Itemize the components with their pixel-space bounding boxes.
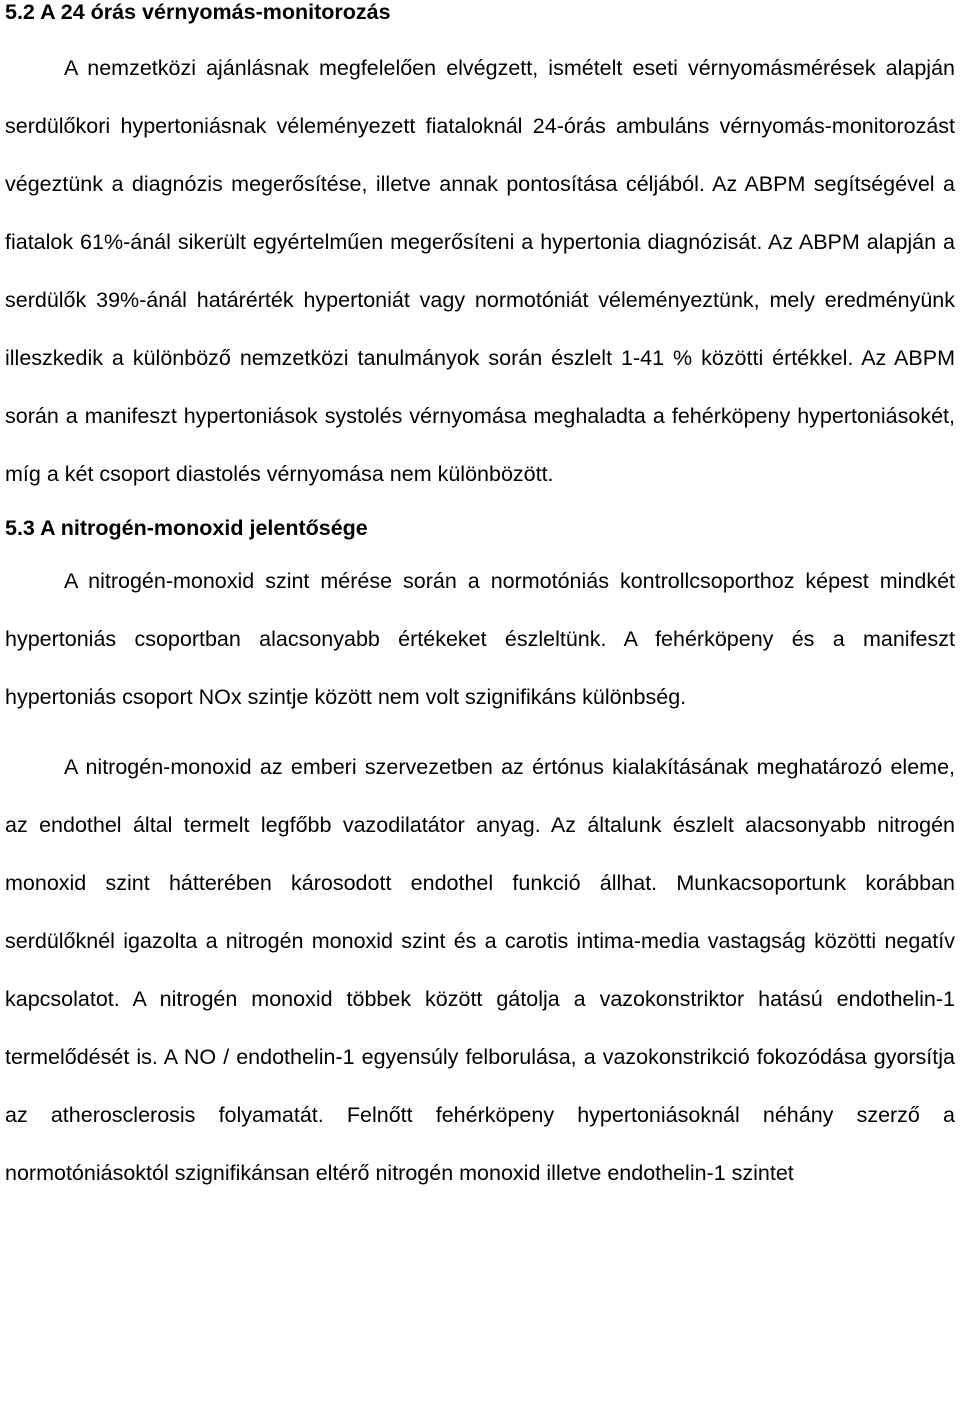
section-5-2 (5, 0, 955, 503)
document-page (5, 0, 955, 1202)
body-paragraph: A nitrogén-monoxid az emberi szervezetben az értónus kialakításának meghatározó eleme, az endothel által termelt legfőbb vazodilatátor anyag. Az általunk észlelt alacsonyabb nitrogén monoxid szint hátterében károsodott endothel funkció állhat. Munkacsoportunk korábban serdülőknél igazolta a nitrogén monoxid szint és a carotis intima-media vastagság közötti negatív kapcsolatot. A nitrogén monoxid többek között gátolja a vazokonstriktor hatású endothelin-1 termelődését is. A NO / endothelin-1 egyensúly felborulása, a vazokonstrikció fokozódása gyorsítja az atherosclerosis folyamatát. Felnőtt fehérköpeny hypertoniásoknál néhány szerző a normotóniásoktól szignifikánsan eltérő nitrogén monoxid illetve endothelin-1 szintet (5, 755, 955, 1185)
body-paragraph: A nitrogén-monoxid szint mérése során a normotóniás kontrollcsoporthoz képest mindkét hypertoniás csoportban alacsonyabb értékeket észleltünk. A fehérköpeny és a manifeszt hypertoniás csoport NOx szintje között nem volt szignifikáns különbség. (5, 569, 955, 709)
section-heading: 5.3 A nitrogén-monoxid jelentősége (5, 516, 368, 540)
section-heading: 5.2 A 24 órás vérnyomás-monitorozás (5, 0, 391, 24)
section-5-3 (5, 516, 955, 1202)
body-paragraph: A nemzetközi ajánlásnak megfelelően elvégzett, ismételt eseti vérnyomásmérések alapján serdülőkori hypertoniásnak véleményezett fiataloknál 24-órás ambuláns vérnyomás-monitorozást végeztünk a diagnózis megerősítése, illetve annak pontosítása céljából. Az ABPM segítségével a fiatalok 61%-ánál sikerült egyértelműen megerősíteni a hypertonia diagnózisát. Az ABPM alapján a serdülők 39%-ánál határérték hypertoniát vagy normotóniát véleményeztünk, mely eredményünk illeszkedik a különböző nemzetközi tanulmányok során észlelt 1-41 % közötti értékkel. Az ABPM során a manifeszt hypertoniások systolés vérnyomása meghaladta a fehérköpeny hypertoniásokét, míg a két csoport diastolés vérnyomása nem különbözött. (5, 56, 955, 486)
